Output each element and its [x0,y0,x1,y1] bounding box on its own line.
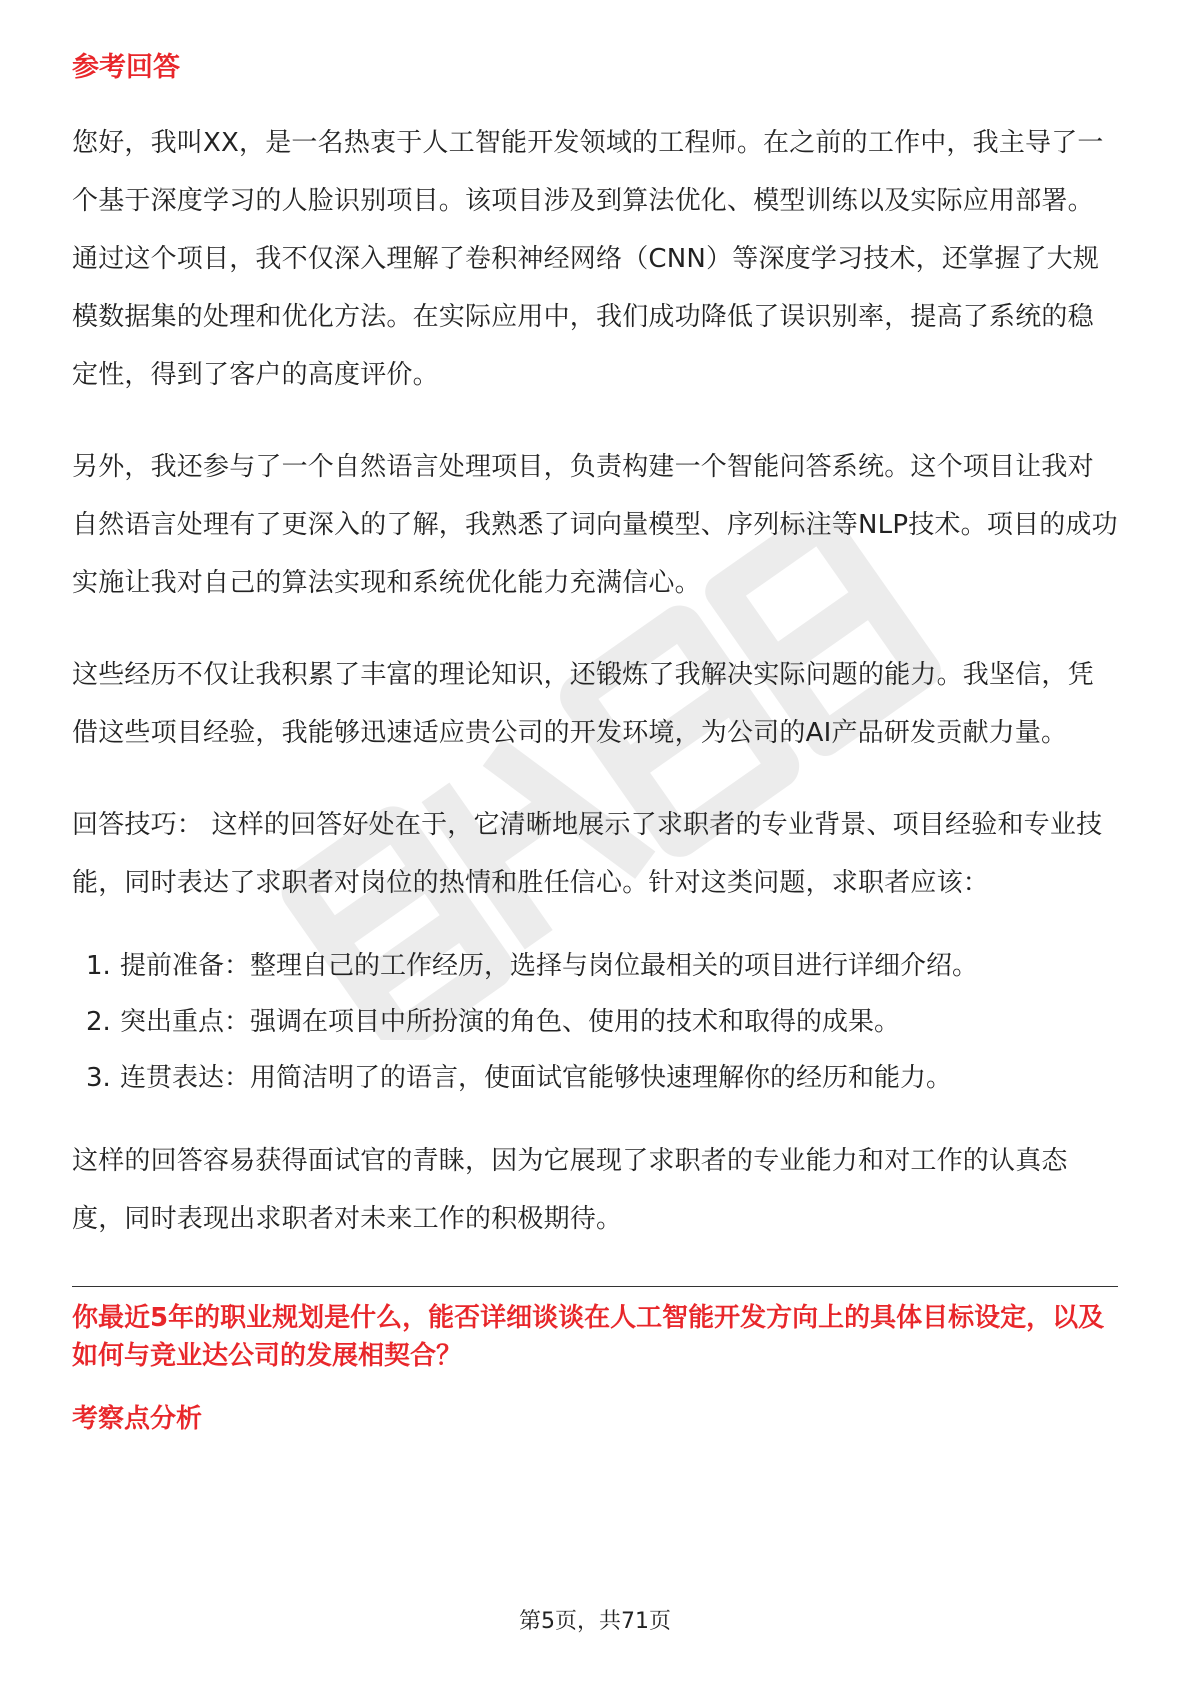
list-item-text: 突出重点：强调在项目中所扮演的角色、使用的技术和取得的成果。 [120,1007,901,1037]
list-item-text: 连贯表达：用简洁明了的语言，使面试官能够快速理解你的经历和能力。 [120,1063,953,1093]
page-number-footer: 第5页，共71页 [519,1609,671,1634]
list-item [72,938,1118,994]
answer-paragraph-1: 您好，我叫XX，是一名热衷于人工智能开发领域的工程师。在之前的工作中，我主导了一个基于深度学习的人脸识别项目。该项目涉及到算法优化、模型训练以及实际应用部署。通过这个项目，我不仅深入理解了卷积神经网络（CNN）等深度学习技术，还掌握了大规模数据集的处理和优化方法。在实际应用中，我们成功降低了误识别率，提高了系统的稳定性，得到了客户的高度评价。 [72,128,1104,390]
section-title: 参考回答 [72,52,180,83]
next-question: 你最近5年的职业规划是什么，能否详细谈谈在人工智能开发方向上的具体目标设定，以及如何与竞业达公司的发展相契合？ [72,1303,1105,1371]
closing-paragraph: 这样的回答容易获得面试官的青睐，因为它展现了求职者的专业能力和对工作的认真态度，同时表现出求职者对未来工作的积极期待。 [72,1146,1068,1234]
tips-list [72,938,1118,1106]
answer-paragraph-2: 另外，我还参与了一个自然语言处理项目，负责构建一个智能问答系统。这个项目让我对自然语言处理有了更深入的了解，我熟悉了词向量模型、序列标注等NLP技术。项目的成功实施让我对自己的算法实现和系统优化能力充满信心。 [72,452,1118,598]
section-divider [72,1286,1118,1287]
list-item-number: 3. [86,1063,111,1093]
list-item-number: 1. [86,951,111,981]
next-section-title: 考察点分析 [72,1404,203,1434]
answer-paragraph-3: 这些经历不仅让我积累了丰富的理论知识，还锻炼了我解决实际问题的能力。我坚信，凭借这些项目经验，我能够迅速适应贵公司的开发环境，为公司的AI产品研发贡献力量。 [72,660,1094,748]
list-item [72,994,1118,1050]
main-content [72,48,1118,1439]
list-item [72,1050,1118,1106]
list-item-number: 2. [86,1007,111,1037]
tips-intro-paragraph: 回答技巧： 这样的回答好处在于，它清晰地展示了求职者的专业背景、项目经验和专业技能，同时表达了求职者对岗位的热情和胜任信心。针对这类问题，求职者应该： [72,810,1103,898]
list-item-text: 提前准备：整理自己的工作经历，选择与岗位最相关的项目进行详细介绍。 [120,951,979,981]
